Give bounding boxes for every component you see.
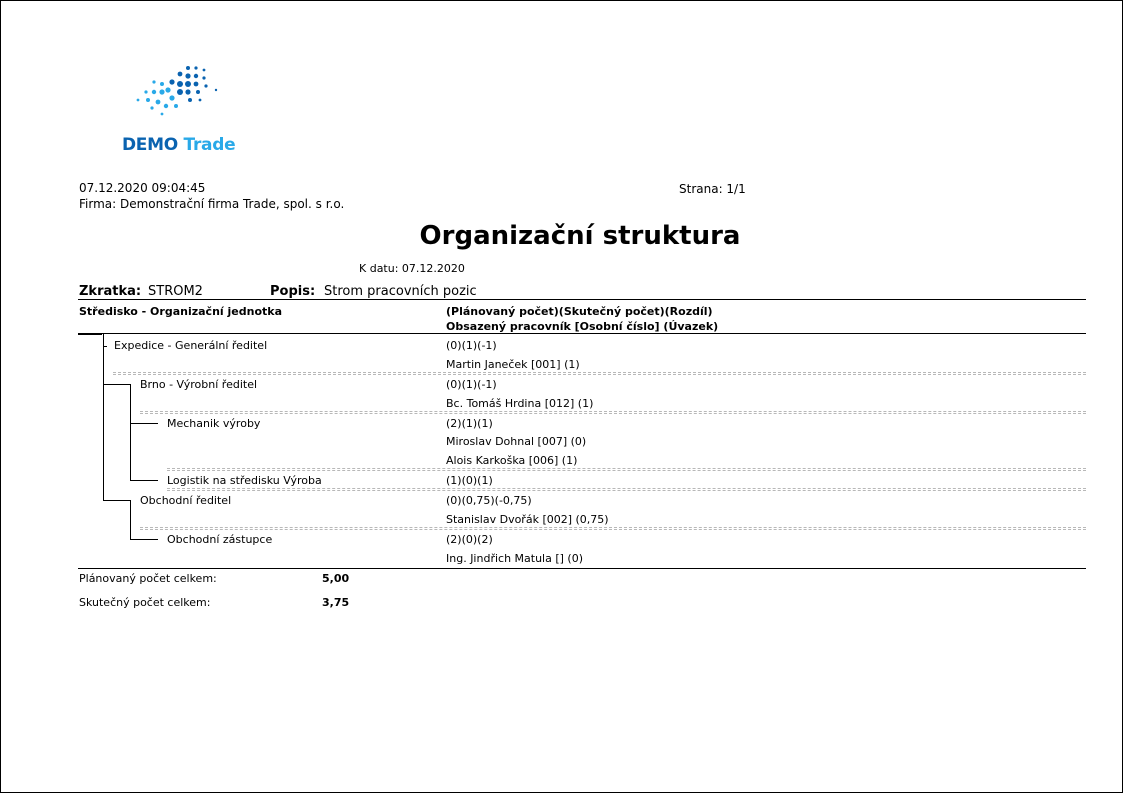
worker-entry: Miroslav Dohnal [007] (0) xyxy=(446,435,587,448)
column-header-worker: Obsazený pracovník [Osobní číslo] (Úvazek) xyxy=(446,320,719,333)
org-unit-counts: (0)(0,75)(-0,75) xyxy=(446,494,532,507)
column-header-unit: Středisko - Organizační jednotka xyxy=(79,305,283,318)
org-unit-name: Expedice - Generální ředitel xyxy=(114,339,268,352)
abbr-value: STROM2 xyxy=(148,284,203,299)
company-logo xyxy=(118,62,238,158)
org-unit-counts: (2)(1)(1) xyxy=(446,417,493,430)
as-of-date: K datu: 07.12.2020 xyxy=(359,262,465,275)
logo-word-trade: Trade xyxy=(183,135,236,155)
org-unit-name: Logistik na středisku Výroba xyxy=(167,474,322,487)
org-unit-name: Obchodní zástupce xyxy=(167,533,273,546)
column-header-counts: (Plánovaný počet)(Skutečný počet)(Rozdíl) xyxy=(446,305,713,318)
org-unit-counts: (0)(1)(-1) xyxy=(446,378,497,391)
page-number: Strana: 1/1 xyxy=(679,182,746,196)
worker-entry: Martin Janeček [001] (1) xyxy=(446,358,580,371)
planned-total-label: Plánovaný počet celkem: xyxy=(79,572,217,585)
org-unit-name: Obchodní ředitel xyxy=(140,494,232,507)
abbr-label: Zkratka: xyxy=(79,284,142,299)
desc-value: Strom pracovních pozic xyxy=(324,284,477,299)
column-header-separator xyxy=(78,333,1086,334)
org-unit-counts: (0)(1)(-1) xyxy=(446,339,497,352)
worker-entry: Stanislav Dvořák [002] (0,75) xyxy=(446,513,609,526)
planned-total-value: 5,00 xyxy=(322,572,350,585)
org-unit-counts: (1)(0)(1) xyxy=(446,474,493,487)
desc-label: Popis: xyxy=(270,284,316,299)
report-datetime: 07.12.2020 09:04:45 xyxy=(79,181,206,195)
logo-dots-icon xyxy=(118,62,228,118)
logo-wordmark xyxy=(122,135,235,155)
worker-entry: Bc. Tomáš Hrdina [012] (1) xyxy=(446,397,594,410)
totals-separator xyxy=(78,568,1086,569)
header-separator xyxy=(78,299,1086,300)
report-title: Organizační struktura xyxy=(419,221,741,251)
company-name: Firma: Demonstrační firma Trade, spol. s r.o. xyxy=(79,197,345,211)
logo-word-demo: DEMO xyxy=(122,135,178,155)
actual-total-label: Skutečný počet celkem: xyxy=(79,596,211,609)
worker-entry: Alois Karkoška [006] (1) xyxy=(446,454,578,467)
worker-entry: Ing. Jindřich Matula [] (0) xyxy=(446,552,584,565)
actual-total-value: 3,75 xyxy=(322,596,350,609)
org-unit-name: Brno - Výrobní ředitel xyxy=(140,378,258,391)
org-unit-counts: (2)(0)(2) xyxy=(446,533,493,546)
org-unit-name: Mechanik výroby xyxy=(167,417,261,430)
